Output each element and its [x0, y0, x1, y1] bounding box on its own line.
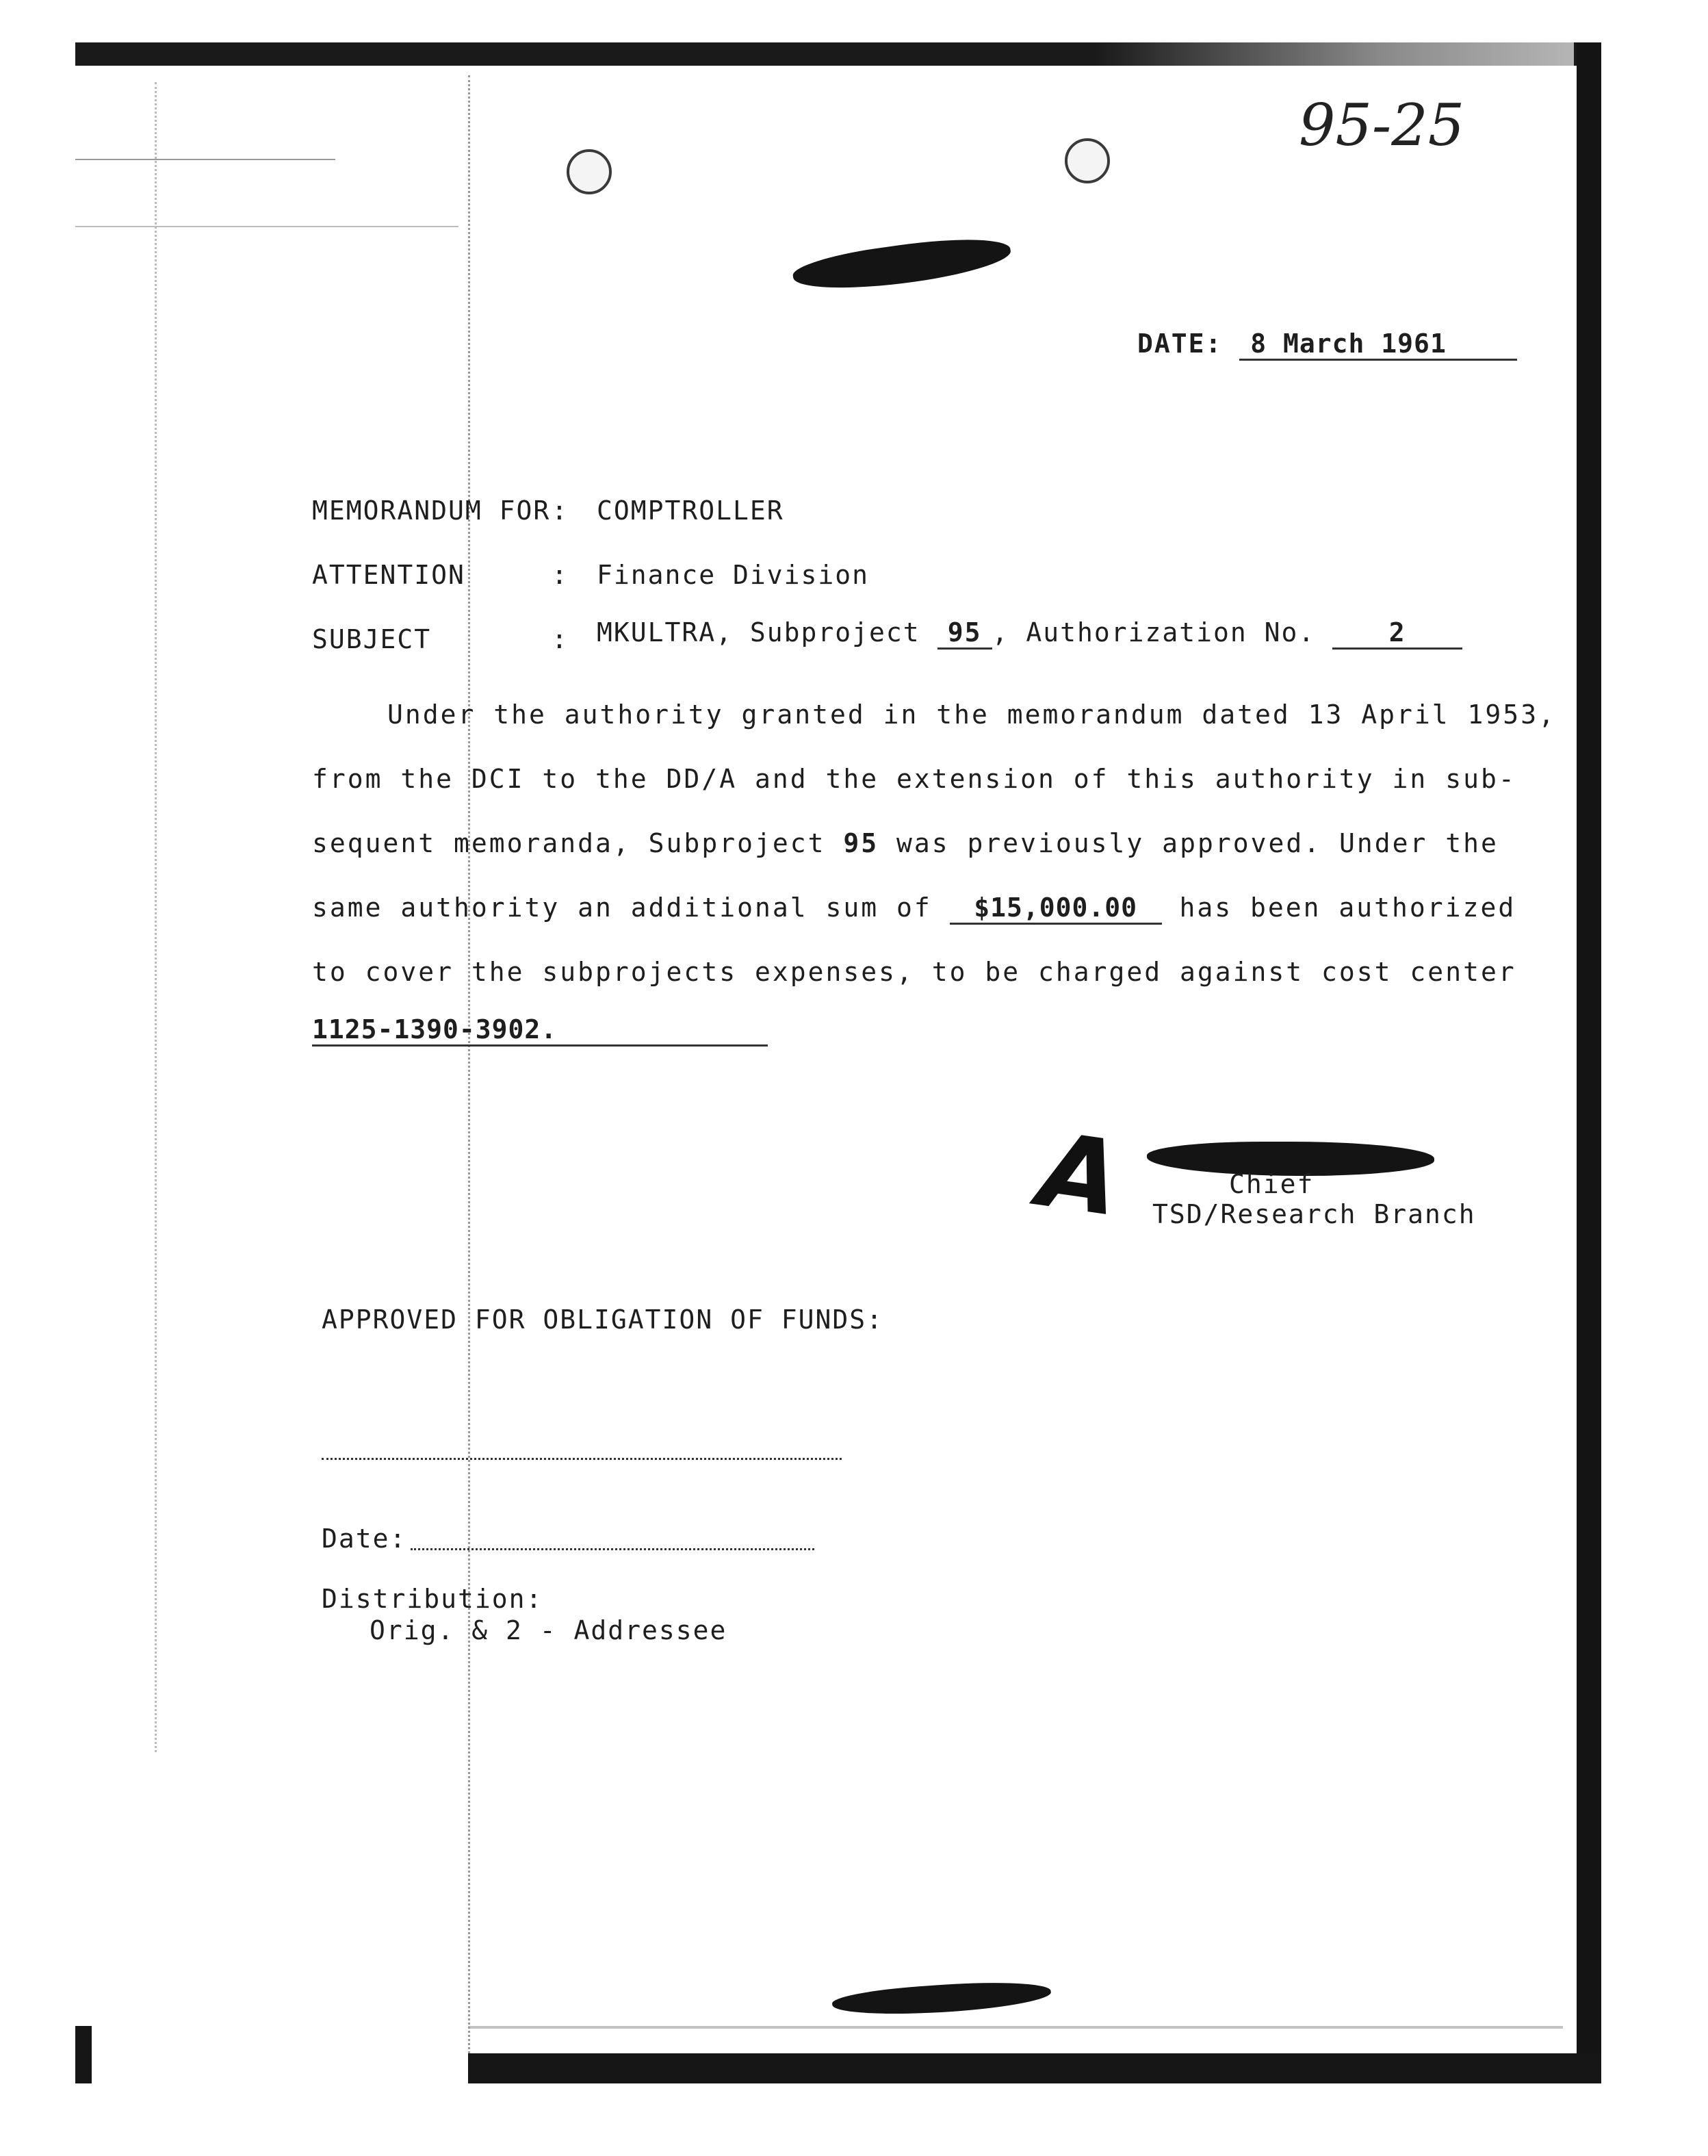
- faint-rule-top: [75, 159, 335, 160]
- redaction-bottom: [831, 1977, 1052, 2020]
- subject-colon: :: [552, 624, 569, 654]
- signature-office: TSD/Research Branch: [1152, 1199, 1476, 1229]
- fold-line-vertical: [468, 75, 470, 2053]
- body-line-4-pre: same authority an additional sum of: [312, 893, 932, 923]
- punch-hole-left: [567, 149, 612, 194]
- memo-for-colon: :: [552, 496, 569, 526]
- subject-line: [597, 617, 1462, 650]
- subproject-number: 95: [937, 617, 992, 650]
- body-line-5: to cover the subprojects expenses, to be charged against cost center: [312, 957, 1516, 987]
- scan-edge-top-fade: [1095, 42, 1574, 66]
- approval-signature-line: [322, 1458, 842, 1460]
- body-line-3-pre: sequent memoranda, Subproject: [312, 828, 826, 858]
- punch-hole-right: [1065, 138, 1110, 183]
- cost-center: 1125-1390-3902.: [312, 1014, 768, 1047]
- edge-line-left: [155, 82, 157, 1752]
- body-line-4: [312, 893, 1516, 925]
- approval-date-line: [411, 1548, 814, 1550]
- approval-label: APPROVED FOR OBLIGATION OF FUNDS:: [322, 1305, 883, 1335]
- attention-label: ATTENTION: [312, 560, 465, 590]
- body-line-2: from the DCI to the DD/A and the extension of this authority in sub-: [312, 764, 1516, 794]
- body-line-4-post: has been authorized: [1179, 893, 1516, 923]
- scan-edge-left: [75, 2026, 92, 2083]
- approval-date-label: Date:: [322, 1524, 407, 1554]
- signature-title: Chief: [1229, 1169, 1315, 1199]
- subject-label: SUBJECT: [312, 624, 432, 654]
- date-header: [1137, 329, 1517, 361]
- faint-rule-second: [75, 226, 458, 227]
- body-line-1: Under the authority granted in the memorandum dated 13 April 1953,: [387, 700, 1556, 730]
- scan-edge-right: [1577, 42, 1601, 2082]
- subject-value-pre: MKULTRA, Subproject: [597, 617, 920, 647]
- scan-edge-bottom: [468, 2053, 1601, 2083]
- distribution-label: Distribution:: [322, 1584, 543, 1614]
- date-label: DATE:: [1137, 329, 1223, 359]
- attention-colon: :: [552, 560, 569, 590]
- memo-for-label: MEMORANDUM FOR: [312, 496, 551, 526]
- amount: $15,000.00: [950, 893, 1162, 925]
- file-number: 95-25: [1299, 92, 1465, 159]
- body-line-3: [312, 828, 1499, 858]
- body-subproject-number: 95: [843, 828, 879, 858]
- cost-center-line: [312, 1014, 768, 1047]
- authorization-number: 2: [1332, 617, 1462, 650]
- faint-rule-bottom: [468, 2026, 1563, 2029]
- signature-initial: A: [1032, 1110, 1128, 1240]
- date-value: 8 March 1961: [1239, 329, 1517, 361]
- redaction-top: [791, 230, 1013, 298]
- memo-for-value: COMPTROLLER: [597, 496, 784, 526]
- body-line-3-post: was previously approved. Under the: [896, 828, 1499, 858]
- subject-value-mid: , Authorization No.: [992, 617, 1316, 647]
- distribution-line: Orig. & 2 - Addressee: [370, 1615, 727, 1645]
- attention-value: Finance Division: [597, 560, 870, 590]
